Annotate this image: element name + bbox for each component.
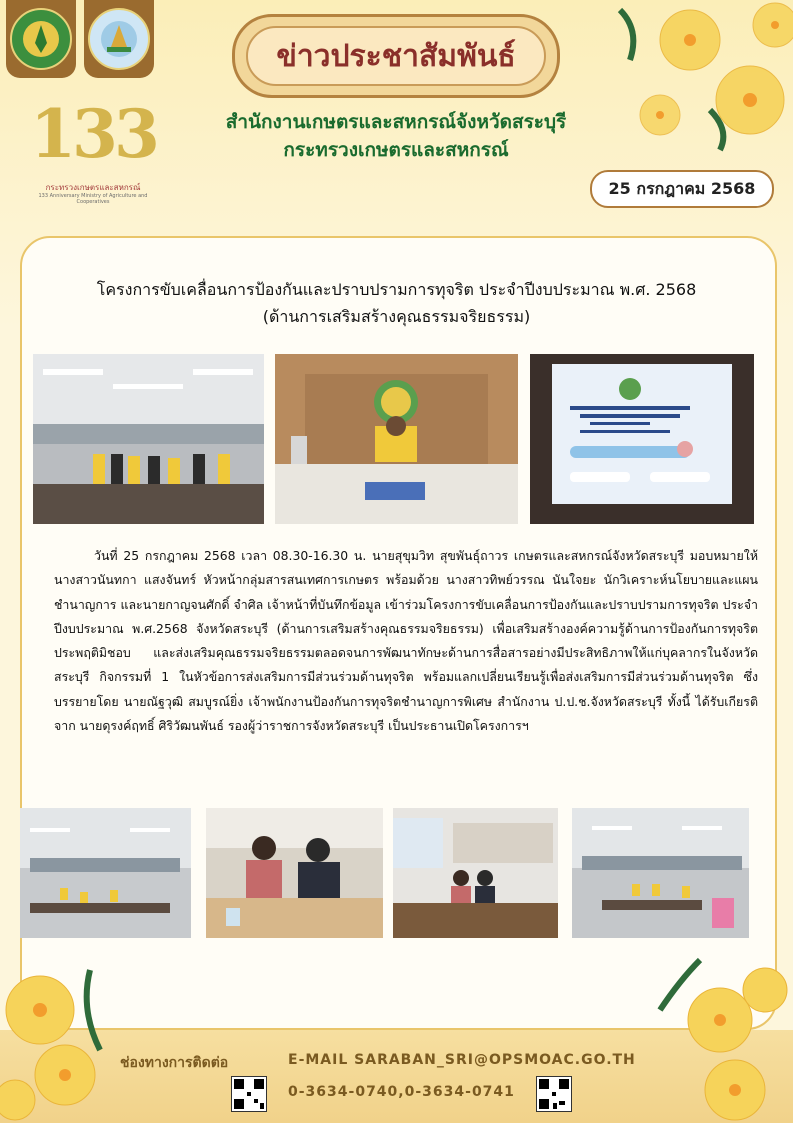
ministry-seal-icon: [10, 8, 72, 70]
office-line-1: สำนักงานเกษตรและสหกรณ์จังหวัดสระบุรี: [225, 111, 567, 133]
photo-participants-table: [393, 808, 558, 938]
anniversary-english: 133 Anniversary Ministry of Agriculture and Cooperatives: [38, 193, 148, 205]
anniversary-number: 133: [30, 95, 156, 173]
contact-label: ช่องทางการติดต่อ: [120, 1055, 229, 1071]
contact-phone[interactable]: 0-3634-0740,0-3634-0741: [288, 1084, 515, 1100]
contact-email[interactable]: E-MAIL SARABAN_SRI@OPSMOAC.GO.TH: [288, 1052, 636, 1068]
photo-group-standing: [33, 354, 264, 524]
office-line-2: กระทรวงเกษตรและสหกรณ์: [283, 139, 509, 161]
qr-code-icon[interactable]: [231, 1076, 267, 1112]
photo-presentation-slide: [530, 354, 754, 524]
ministry-logo-badge: [6, 0, 76, 78]
flower-decoration-top-right: [600, 0, 793, 165]
province-logo-badge: [84, 0, 154, 78]
anniversary-ministry: กระทรวงเกษตรและสหกรณ์: [45, 183, 141, 192]
photo-meeting-room-1: [20, 808, 191, 938]
office-name: [186, 108, 606, 164]
province-seal-icon: [88, 8, 150, 70]
photo-chairman: [275, 354, 518, 524]
flower-decoration-bottom-left: [0, 950, 120, 1123]
headline: [40, 276, 753, 330]
body-text: วันที่ 25 กรกฎาคม 2568 เวลา 08.30-16.30 น. นายสุขุมวิท สุขพันธุ์ถาวร เกษตรและสหกรณ์จังหวัดสระบุรี มอบหมายให้ นางสาวนันทกา แสงจันทร์ หัวหน้ากลุ่มสารสนเทศการเกษตร พร้อมด้วย นางสาวทิพย์วรรณ นันใจยะ นักวิเคราะห์นโยบายและแผนชำนาญการ และนายกาญจนศักดิ์ จำศิล เจ้าหน้าที่บันทึกข้อมูล เข้าร่วมโครงการขับเคลื่อนการป้องกันและปราบปรามการทุจริต ประจำปีงบประมาณ พ.ศ.2568 จังหวัดสระบุรี (ด้านการเสริมสร้างคุณธรรมจริยธรรม) เพื่อเสริมสร้างองค์ความรู้ด้านการป้องกันการทุจริตประพฤติมิชอบ และส่งเสริมคุณธรรมจริยธรรมตลอดจนการพัฒนาทักษะด้านการสื่อสารอย่างมีประสิทธิภาพให้แก่บุคลากรในจังหวัดสระบุรี กิจกรรมที่ 1 ในหัวข้อการส่งเสริมการมีส่วนร่วมด้านทุจริต พร้อมแลกเปลี่ยนเรียนรู้เพื่อส่งเสริมการมีส่วนร่วมด้านทุจริต ซึ่งบรรยายโดย นายณัฐวุฒิ สมบูรณ์ยิ่ง เจ้าพนักงานป้องกันการทุจริตชำนาญการพิเศษ สำนักงาน ป.ป.ช.จังหวัดสระบุรี ทั้งนี้ ได้รับเกียรติจาก นายดุรงค์ฤทธิ์ ศิริวัฒนพันธ์ รองผู้ว่าราชการจังหวัดสระบุรี เป็นประธานเปิดโครงการฯ: [54, 548, 758, 734]
title-banner: [232, 14, 560, 98]
flower-decoration-bottom-right: [640, 950, 793, 1123]
photo-meeting-room-2: [572, 808, 749, 938]
headline-line-1: โครงการขับเคลื่อนการป้องกันและปราบปรามการทุจริต ประจำปีงบประมาณ พ.ศ. 2568: [96, 280, 697, 299]
anniversary-logo: [28, 95, 158, 205]
date-badge: 25 กรกฎาคม 2568: [590, 170, 774, 208]
photo-two-participants: [206, 808, 383, 938]
qr-code-icon[interactable]: [536, 1076, 572, 1112]
banner-title: ข่าวประชาสัมพันธ์: [246, 26, 546, 86]
headline-line-2: (ด้านการเสริมสร้างคุณธรรมจริยธรรม): [262, 307, 531, 326]
